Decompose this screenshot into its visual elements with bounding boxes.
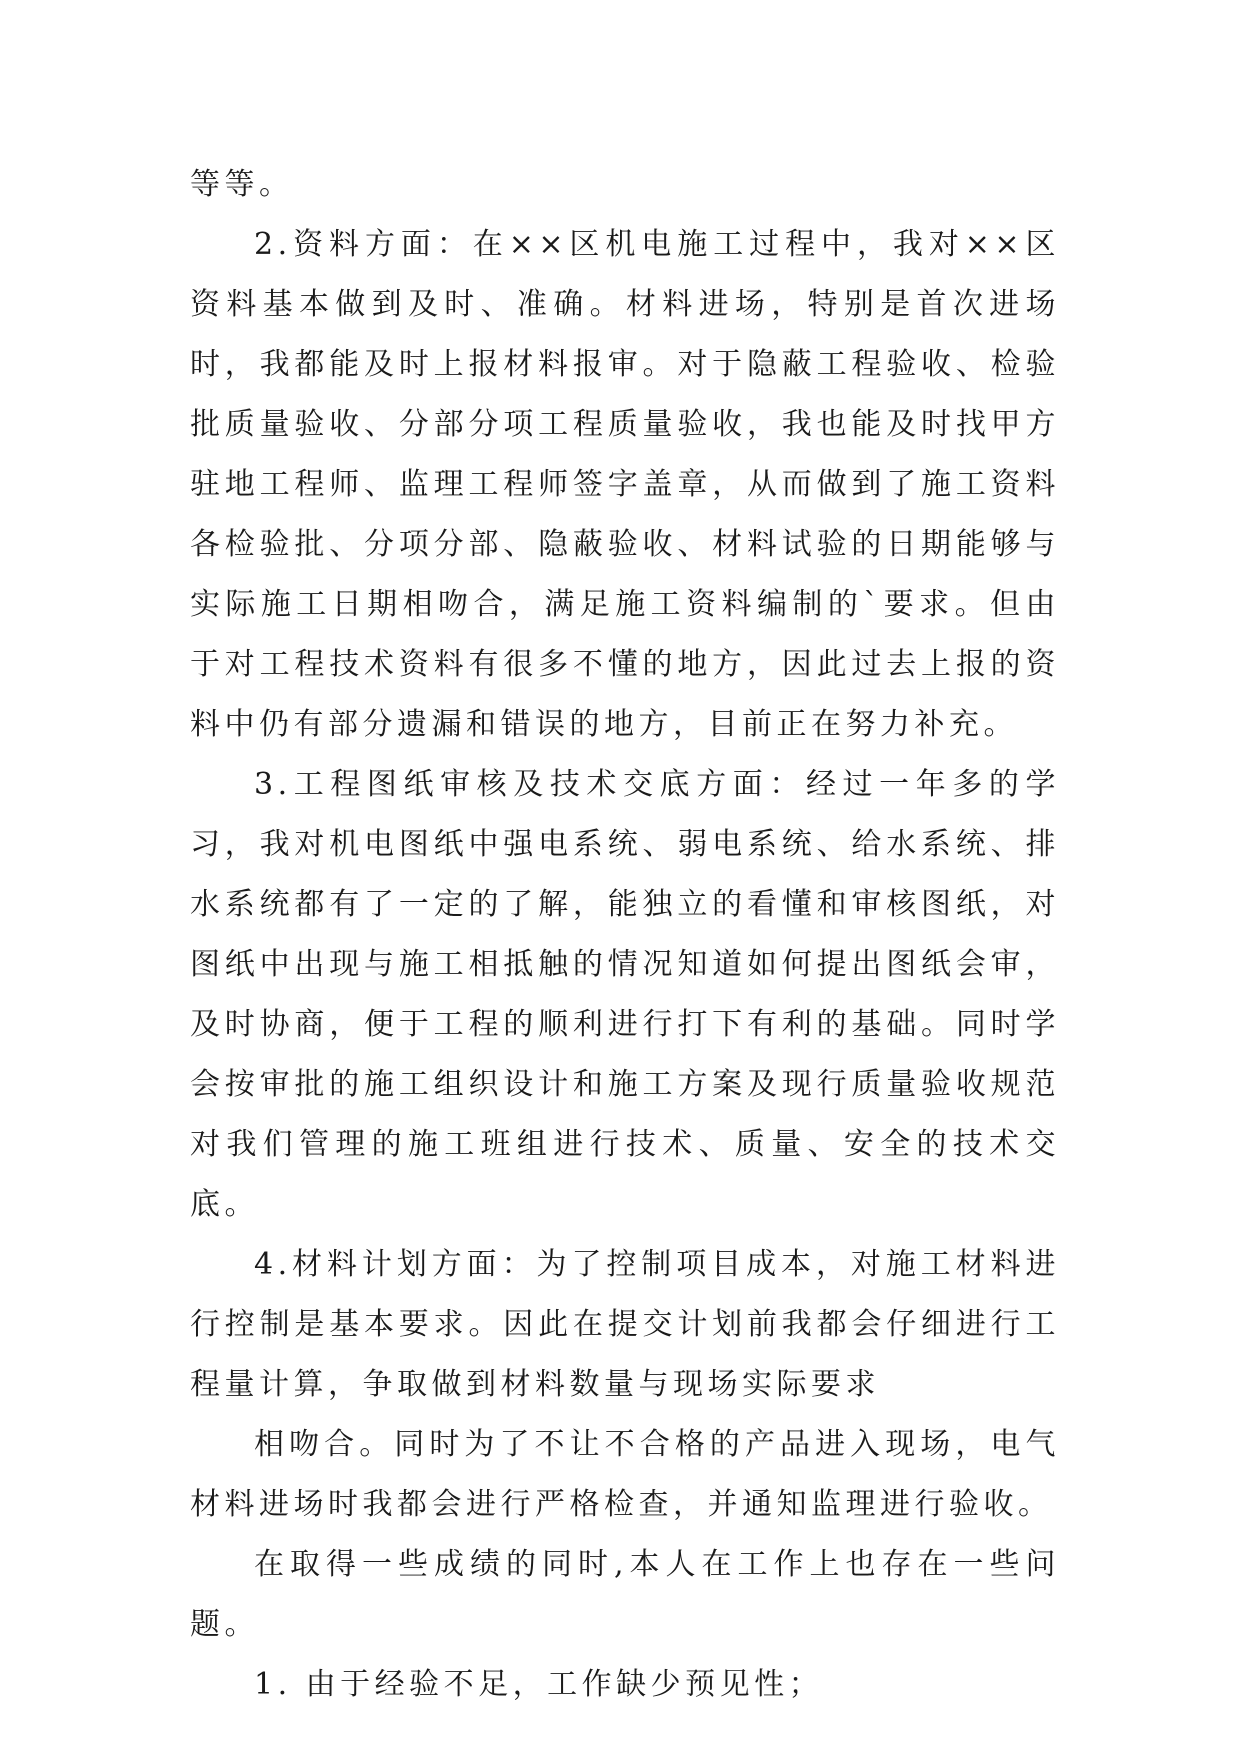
paragraph-continuation: 等等。 — [190, 167, 294, 202]
paragraph-materials-documentation: 2.资料方面：在××区机电施工过程中，我对××区资料基本做到及时、准确。材料进场，特别是首次进场时，我都能及时上报材料报审。对于隐蔽工程验收、检验批质量验收、分部分项工程质量验收，我也能及时找甲方驻地工程师、监理工程师签字盖章，从而做到了施工资料各检验批、分项分部、隐蔽验收、材料试验的日期能够与实际施工日期相吻合，满足施工资料编制的`要求。但由于对工程技术资料有很多不懂的地方，因此过去上报的资料中仍有部分遗漏和错误的地方，目前正在努力补充。 — [190, 227, 1060, 742]
paragraph-drawing-review: 3.工程图纸审核及技术交底方面：经过一年多的学习，我对机电图纸中强电系统、弱电系统、给水系统、排水系统都有了一定的了解，能独立的看懂和审核图纸，对图纸中出现与施工相抵触的情况知道如何提出图纸会审，及时协商，便于工程的顺利进行打下有利的基础。同时学会按审批的施工组织设计和施工方案及现行质量验收规范对我们管理的施工班组进行技术、质量、安全的技术交底。 — [190, 767, 1060, 1222]
paragraph-problems-intro: 在取得一些成绩的同时,本人在工作上也存在一些问题。 — [190, 1547, 1060, 1642]
document-body — [190, 155, 1060, 1715]
paragraph-problem-1: 1. 由于经验不足，工作缺少预见性； — [254, 1667, 824, 1702]
paragraph-material-inspection: 相吻合。同时为了不让不合格的产品进入现场，电气材料进场时我都会进行严格检查，并通知监理进行验收。 — [190, 1427, 1060, 1522]
paragraph-material-plan: 4.材料计划方面：为了控制项目成本，对施工材料进行控制是基本要求。因此在提交计划前我都会仔细进行工程量计算，争取做到材料数量与现场实际要求 — [190, 1247, 1060, 1402]
